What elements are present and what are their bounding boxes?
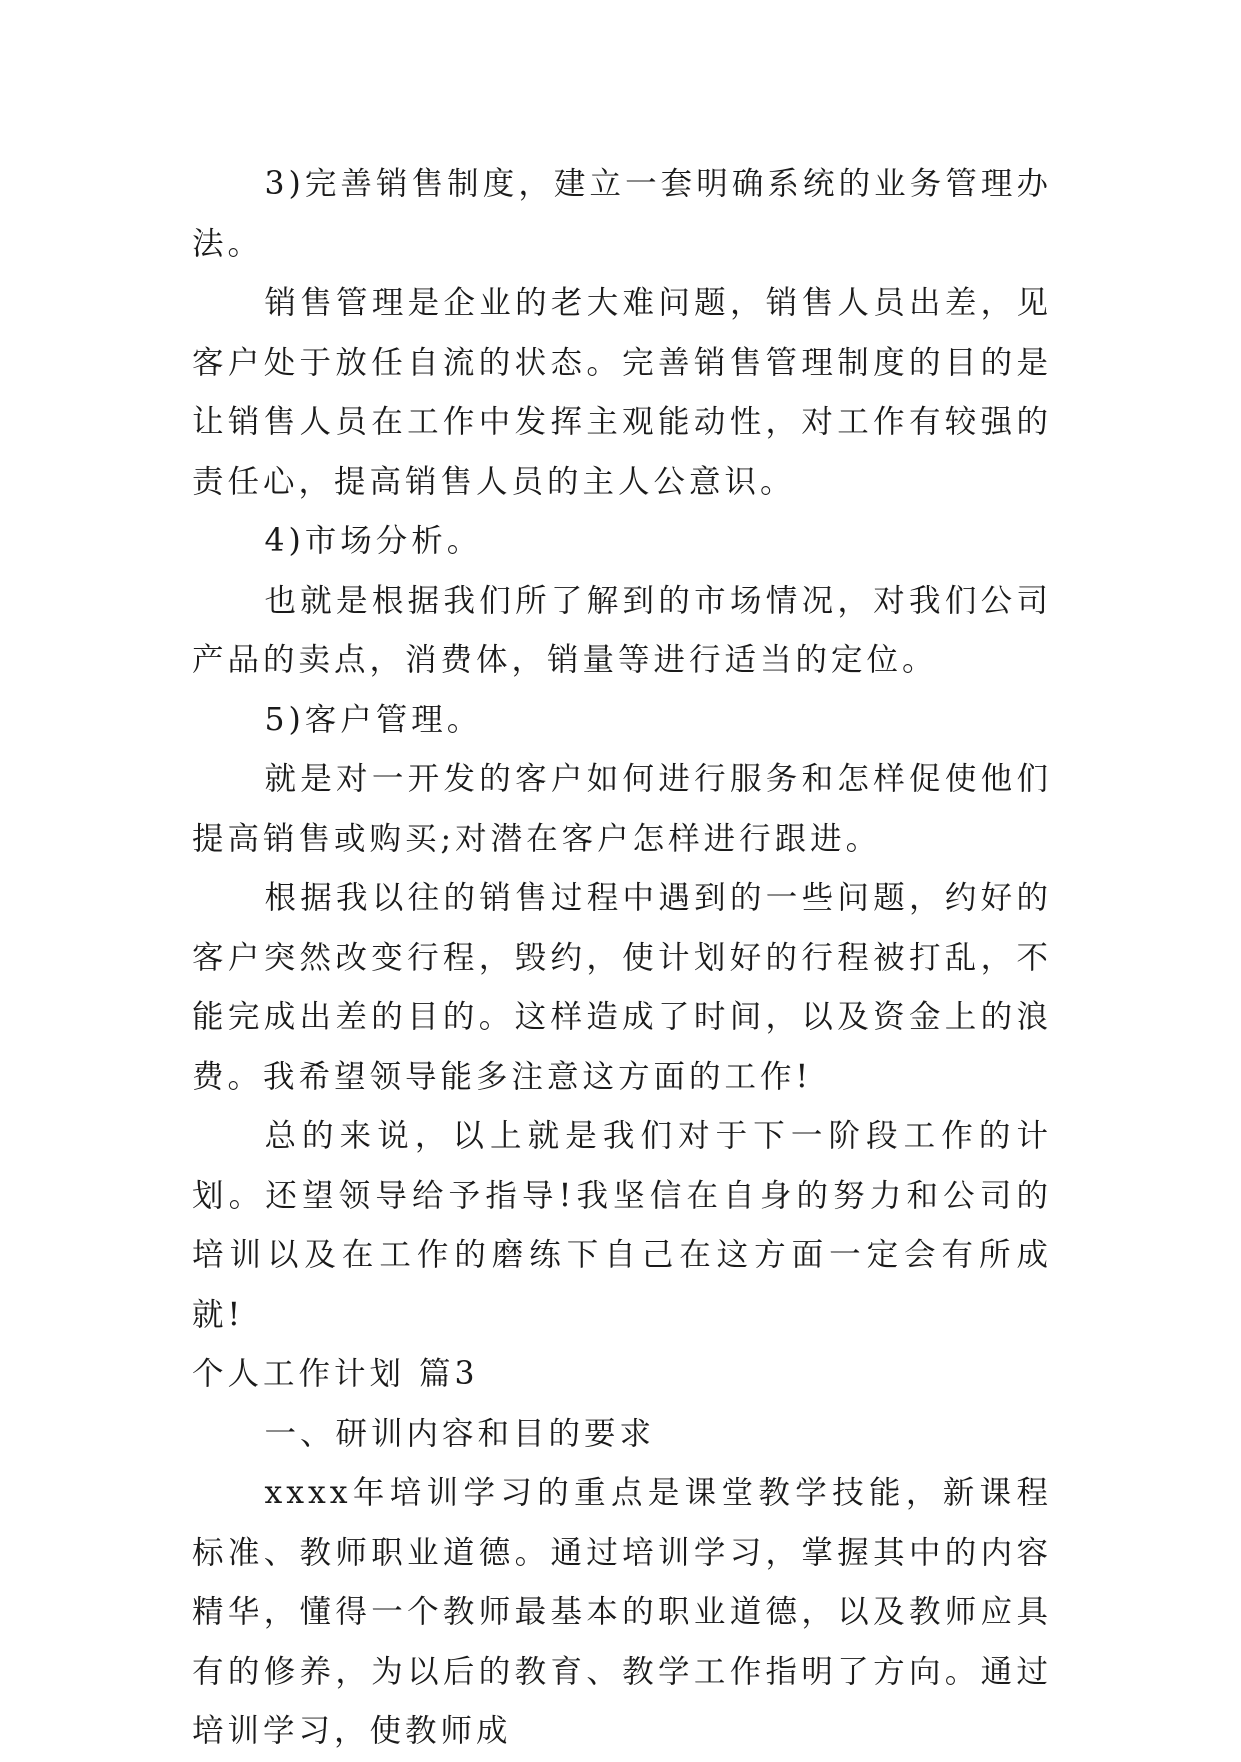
paragraph-training-heading: 一、研训内容和目的要求	[264, 1415, 655, 1452]
paragraph-summary: 总的来说，以上就是我们对于下一阶段工作的计划。还望领导给予指导!我坚信在自身的努力和公司的培训以及在工作的磨练下自己在这方面一定会有所成就!	[192, 1118, 1052, 1333]
paragraph-sales-system: 3)完善销售制度，建立一套明确系统的业务管理办法。	[192, 166, 1052, 262]
paragraph-market-analysis-heading: 4)市场分析。	[264, 523, 483, 559]
paragraph-training-content: xxxx年培训学习的重点是课堂教学技能，新课程标准、教师职业道德。通过培训学习，掌握其中的内容精华，懂得一个教师最基本的职业道德，以及教师应具有的修养，为以后的教育、教学工作指明了方向。通过培训学习，使教师成	[192, 1475, 1052, 1749]
section-title: 个人工作计划 篇3	[192, 1356, 479, 1392]
paragraph-market-analysis: 也就是根据我们所了解到的市场情况，对我们公司产品的卖点，消费体，销量等进行适当的定位。	[192, 582, 1052, 678]
document-body	[192, 155, 1052, 1762]
paragraph-customer-management: 就是对一开发的客户如何进行服务和怎样促使他们提高销售或购买;对潜在客户怎样进行跟进。	[192, 761, 1052, 857]
paragraph-customer-management-heading: 5)客户管理。	[264, 701, 483, 738]
paragraph-problems: 根据我以往的销售过程中遇到的一些问题，约好的客户突然改变行程，毁约，使计划好的行程被打乱，不能完成出差的目的。这样造成了时间，以及资金上的浪费。我希望领导能多注意这方面的工作!	[192, 880, 1052, 1095]
paragraph-sales-management: 销售管理是企业的老大难问题，销售人员出差，见客户处于放任自流的状态。完善销售管理制度的目的是让销售人员在工作中发挥主观能动性，对工作有较强的责任心，提高销售人员的主人公意识。	[192, 285, 1052, 500]
